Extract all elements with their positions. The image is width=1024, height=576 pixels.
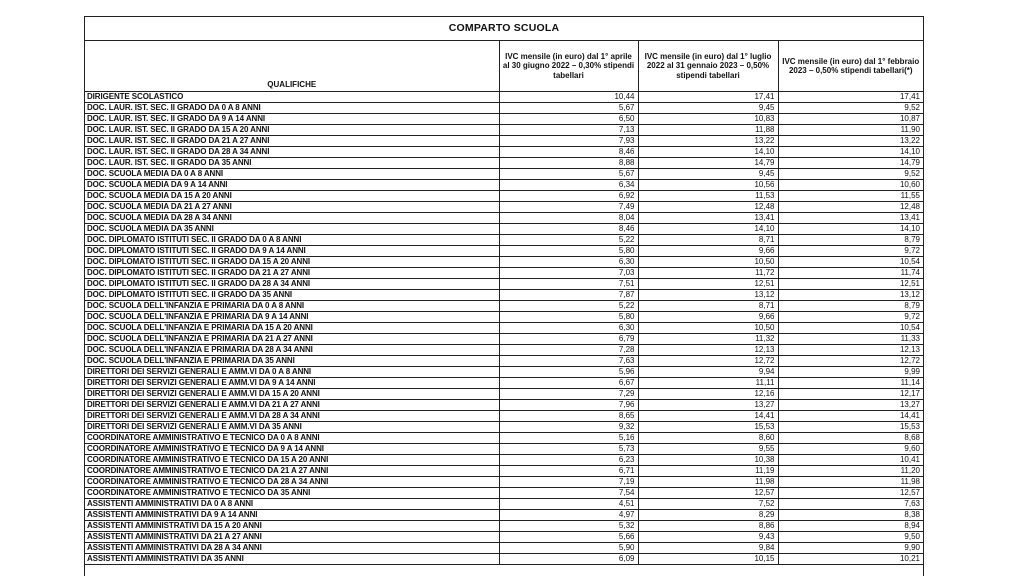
ivc-value-cell: 10,41 bbox=[778, 455, 923, 466]
ivc-value-cell: 7,19 bbox=[499, 477, 638, 488]
qualifica-cell: DOC. LAUR. IST. SEC. II GRADO DA 28 A 34 ANNI bbox=[85, 147, 499, 158]
ivc-value-cell: 13,27 bbox=[638, 400, 778, 411]
ivc-value-cell: 10,54 bbox=[778, 257, 923, 268]
qualifica-cell: DOC. DIPLOMATO ISTITUTI SEC. II GRADO DA 9 A 14 ANNI bbox=[85, 246, 499, 257]
ivc-value-cell: 8,60 bbox=[638, 433, 778, 444]
table-row bbox=[85, 345, 923, 356]
ivc-value-cell: 8,88 bbox=[499, 158, 638, 169]
qualifica-cell: DOC. DIPLOMATO ISTITUTI SEC. II GRADO DA 15 A 20 ANNI bbox=[85, 257, 499, 268]
ivc-value-cell: 8,46 bbox=[499, 224, 638, 235]
table-row bbox=[85, 125, 923, 136]
table-row bbox=[85, 136, 923, 147]
ivc-value-cell: 5,66 bbox=[499, 532, 638, 543]
qualifica-cell: COORDINATORE AMMINISTRATIVO E TECNICO DA 0 A 8 ANNI bbox=[85, 433, 499, 444]
ivc-value-cell: 8,94 bbox=[778, 521, 923, 532]
qualifica-cell: DIRETTORI DEI SERVIZI GENERALI E AMM.VI DA 0 A 8 ANNI bbox=[85, 367, 499, 378]
ivc-value-cell: 11,90 bbox=[778, 125, 923, 136]
qualifica-cell: ASSISTENTI AMMINISTRATIVI DA 9 A 14 ANNI bbox=[85, 510, 499, 521]
ivc-value-cell: 10,87 bbox=[778, 114, 923, 125]
qualifica-cell: DOC. LAUR. IST. SEC. II GRADO DA 0 A 8 ANNI bbox=[85, 103, 499, 114]
ivc-value-cell: 9,90 bbox=[778, 543, 923, 554]
ivc-value-cell: 14,10 bbox=[638, 224, 778, 235]
ivc-value-cell: 10,54 bbox=[778, 323, 923, 334]
ivc-value-cell: 8,38 bbox=[778, 510, 923, 521]
ivc-value-cell: 6,23 bbox=[499, 455, 638, 466]
qualifica-cell: DOC. SCUOLA MEDIA DA 0 A 8 ANNI bbox=[85, 169, 499, 180]
qualifica-cell: DOC. SCUOLA MEDIA DA 21 A 27 ANNI bbox=[85, 202, 499, 213]
ivc-value-cell: 11,98 bbox=[778, 477, 923, 488]
ivc-value-cell: 5,80 bbox=[499, 246, 638, 257]
ivc-value-cell: 11,53 bbox=[638, 191, 778, 202]
ivc-value-cell: 13,41 bbox=[638, 213, 778, 224]
ivc-value-cell: 8,65 bbox=[499, 411, 638, 422]
table-row bbox=[85, 488, 923, 499]
table-row bbox=[85, 477, 923, 488]
ivc-value-cell: 5,22 bbox=[499, 235, 638, 246]
ivc-value-cell: 7,63 bbox=[499, 356, 638, 367]
ivc-value-cell: 11,32 bbox=[638, 334, 778, 345]
qualifica-cell: DOC. DIPLOMATO ISTITUTI SEC. II GRADO DA 28 A 34 ANNI bbox=[85, 279, 499, 290]
qualifica-cell: ASSISTENTI AMMINISTRATIVI DA 0 A 8 ANNI bbox=[85, 499, 499, 510]
salary-table bbox=[85, 41, 923, 565]
qualifica-cell: COORDINATORE AMMINISTRATIVO E TECNICO DA 21 A 27 ANNI bbox=[85, 466, 499, 477]
ivc-value-cell: 5,90 bbox=[499, 543, 638, 554]
table-row bbox=[85, 433, 923, 444]
table-row bbox=[85, 235, 923, 246]
ivc-value-cell: 12,13 bbox=[638, 345, 778, 356]
qualifica-cell: DIRETTORI DEI SERVIZI GENERALI E AMM.VI DA 9 A 14 ANNI bbox=[85, 378, 499, 389]
qualifica-cell: COORDINATORE AMMINISTRATIVO E TECNICO DA 35 ANNI bbox=[85, 488, 499, 499]
qualifica-cell: DOC. LAUR. IST. SEC. II GRADO DA 35 ANNI bbox=[85, 158, 499, 169]
table-row bbox=[85, 466, 923, 477]
ivc-value-cell: 6,71 bbox=[499, 466, 638, 477]
column-header-ivc-feb-2023: IVC mensile (in euro) dal 1° febbraio 2023 – 0,50% stipendi tabellari(*) bbox=[778, 41, 923, 92]
table-title: COMPARTO SCUOLA bbox=[85, 17, 923, 41]
qualifica-cell: DOC. DIPLOMATO ISTITUTI SEC. II GRADO DA 35 ANNI bbox=[85, 290, 499, 301]
table-row bbox=[85, 510, 923, 521]
ivc-value-cell: 9,45 bbox=[638, 169, 778, 180]
ivc-value-cell: 10,60 bbox=[778, 180, 923, 191]
ivc-value-cell: 7,03 bbox=[499, 268, 638, 279]
ivc-value-cell: 8,68 bbox=[778, 433, 923, 444]
qualifica-cell: DOC. SCUOLA DELL'INFANZIA E PRIMARIA DA 21 A 27 ANNI bbox=[85, 334, 499, 345]
qualifica-cell: DIRETTORI DEI SERVIZI GENERALI E AMM.VI DA 28 A 34 ANNI bbox=[85, 411, 499, 422]
document-sheet bbox=[84, 16, 924, 576]
ivc-value-cell: 14,10 bbox=[778, 224, 923, 235]
ivc-value-cell: 6,34 bbox=[499, 180, 638, 191]
ivc-value-cell: 9,66 bbox=[638, 246, 778, 257]
ivc-value-cell: 6,09 bbox=[499, 554, 638, 565]
ivc-value-cell: 5,67 bbox=[499, 103, 638, 114]
table-row bbox=[85, 543, 923, 554]
table-row bbox=[85, 521, 923, 532]
qualifica-cell: DIRETTORI DEI SERVIZI GENERALI E AMM.VI DA 21 A 27 ANNI bbox=[85, 400, 499, 411]
table-row bbox=[85, 422, 923, 433]
ivc-value-cell: 9,60 bbox=[778, 444, 923, 455]
ivc-value-cell: 9,72 bbox=[778, 246, 923, 257]
ivc-value-cell: 11,55 bbox=[778, 191, 923, 202]
ivc-value-cell: 11,72 bbox=[638, 268, 778, 279]
ivc-value-cell: 11,19 bbox=[638, 466, 778, 477]
qualifica-cell: DIRIGENTE SCOLASTICO bbox=[85, 92, 499, 103]
qualifica-cell: COORDINATORE AMMINISTRATIVO E TECNICO DA 9 A 14 ANNI bbox=[85, 444, 499, 455]
table-row bbox=[85, 268, 923, 279]
qualifica-cell: COORDINATORE AMMINISTRATIVO E TECNICO DA 15 A 20 ANNI bbox=[85, 455, 499, 466]
ivc-value-cell: 9,32 bbox=[499, 422, 638, 433]
qualifica-cell: ASSISTENTI AMMINISTRATIVI DA 21 A 27 ANNI bbox=[85, 532, 499, 543]
ivc-value-cell: 6,79 bbox=[499, 334, 638, 345]
ivc-value-cell: 9,55 bbox=[638, 444, 778, 455]
table-row bbox=[85, 367, 923, 378]
ivc-value-cell: 5,96 bbox=[499, 367, 638, 378]
ivc-value-cell: 12,13 bbox=[778, 345, 923, 356]
table-row bbox=[85, 169, 923, 180]
ivc-value-cell: 9,52 bbox=[778, 103, 923, 114]
ivc-value-cell: 10,15 bbox=[638, 554, 778, 565]
ivc-value-cell: 14,79 bbox=[638, 158, 778, 169]
table-row bbox=[85, 411, 923, 422]
ivc-value-cell: 8,29 bbox=[638, 510, 778, 521]
ivc-value-cell: 9,52 bbox=[778, 169, 923, 180]
table-row bbox=[85, 301, 923, 312]
qualifica-cell: DOC. LAUR. IST. SEC. II GRADO DA 9 A 14 ANNI bbox=[85, 114, 499, 125]
ivc-value-cell: 11,20 bbox=[778, 466, 923, 477]
ivc-value-cell: 12,57 bbox=[778, 488, 923, 499]
table-row bbox=[85, 224, 923, 235]
ivc-value-cell: 11,11 bbox=[638, 378, 778, 389]
ivc-value-cell: 13,27 bbox=[778, 400, 923, 411]
ivc-value-cell: 14,10 bbox=[778, 147, 923, 158]
ivc-value-cell: 8,46 bbox=[499, 147, 638, 158]
table-row bbox=[85, 147, 923, 158]
ivc-value-cell: 10,21 bbox=[778, 554, 923, 565]
table-row bbox=[85, 191, 923, 202]
ivc-value-cell: 5,22 bbox=[499, 301, 638, 312]
table-row bbox=[85, 455, 923, 466]
ivc-value-cell: 9,43 bbox=[638, 532, 778, 543]
table-row bbox=[85, 356, 923, 367]
table-row bbox=[85, 378, 923, 389]
qualifica-cell: ASSISTENTI AMMINISTRATIVI DA 28 A 34 ANNI bbox=[85, 543, 499, 554]
ivc-value-cell: 9,66 bbox=[638, 312, 778, 323]
table-row bbox=[85, 180, 923, 191]
ivc-value-cell: 7,87 bbox=[499, 290, 638, 301]
qualifica-cell: DOC. LAUR. IST. SEC. II GRADO DA 15 A 20 ANNI bbox=[85, 125, 499, 136]
ivc-value-cell: 14,79 bbox=[778, 158, 923, 169]
ivc-value-cell: 6,67 bbox=[499, 378, 638, 389]
ivc-value-cell: 6,50 bbox=[499, 114, 638, 125]
qualifica-cell: DOC. SCUOLA DELL'INFANZIA E PRIMARIA DA 28 A 34 ANNI bbox=[85, 345, 499, 356]
ivc-value-cell: 14,41 bbox=[778, 411, 923, 422]
table-row bbox=[85, 158, 923, 169]
table-row bbox=[85, 290, 923, 301]
ivc-value-cell: 8,86 bbox=[638, 521, 778, 532]
ivc-value-cell: 5,80 bbox=[499, 312, 638, 323]
ivc-value-cell: 7,49 bbox=[499, 202, 638, 213]
ivc-value-cell: 12,57 bbox=[638, 488, 778, 499]
ivc-value-cell: 5,32 bbox=[499, 521, 638, 532]
ivc-value-cell: 9,84 bbox=[638, 543, 778, 554]
table-row bbox=[85, 554, 923, 565]
ivc-value-cell: 10,83 bbox=[638, 114, 778, 125]
ivc-value-cell: 13,22 bbox=[638, 136, 778, 147]
table-row bbox=[85, 257, 923, 268]
table-row bbox=[85, 202, 923, 213]
ivc-value-cell: 7,52 bbox=[638, 499, 778, 510]
header-row bbox=[85, 41, 923, 92]
ivc-value-cell: 13,12 bbox=[638, 290, 778, 301]
ivc-value-cell: 8,71 bbox=[638, 235, 778, 246]
ivc-value-cell: 7,63 bbox=[778, 499, 923, 510]
ivc-value-cell: 12,72 bbox=[778, 356, 923, 367]
ivc-value-cell: 13,41 bbox=[778, 213, 923, 224]
ivc-value-cell: 15,53 bbox=[638, 422, 778, 433]
ivc-value-cell: 4,51 bbox=[499, 499, 638, 510]
ivc-value-cell: 7,29 bbox=[499, 389, 638, 400]
ivc-value-cell: 13,12 bbox=[778, 290, 923, 301]
ivc-value-cell: 9,94 bbox=[638, 367, 778, 378]
qualifica-cell: DOC. SCUOLA DELL'INFANZIA E PRIMARIA DA 35 ANNI bbox=[85, 356, 499, 367]
table-row bbox=[85, 499, 923, 510]
qualifica-cell: ASSISTENTI AMMINISTRATIVI DA 35 ANNI bbox=[85, 554, 499, 565]
table-row bbox=[85, 334, 923, 345]
qualifica-cell: DOC. SCUOLA MEDIA DA 28 A 34 ANNI bbox=[85, 213, 499, 224]
ivc-value-cell: 7,54 bbox=[499, 488, 638, 499]
ivc-value-cell: 7,93 bbox=[499, 136, 638, 147]
ivc-value-cell: 5,73 bbox=[499, 444, 638, 455]
ivc-value-cell: 7,28 bbox=[499, 345, 638, 356]
ivc-value-cell: 14,10 bbox=[638, 147, 778, 158]
qualifica-cell: DOC. SCUOLA MEDIA DA 35 ANNI bbox=[85, 224, 499, 235]
ivc-value-cell: 8,71 bbox=[638, 301, 778, 312]
qualifica-cell: ASSISTENTI AMMINISTRATIVI DA 15 A 20 ANNI bbox=[85, 521, 499, 532]
ivc-value-cell: 4,97 bbox=[499, 510, 638, 521]
ivc-value-cell: 12,48 bbox=[778, 202, 923, 213]
ivc-value-cell: 9,99 bbox=[778, 367, 923, 378]
qualifica-cell: DIRETTORI DEI SERVIZI GENERALI E AMM.VI DA 35 ANNI bbox=[85, 422, 499, 433]
ivc-value-cell: 9,45 bbox=[638, 103, 778, 114]
table-row bbox=[85, 323, 923, 334]
ivc-value-cell: 10,38 bbox=[638, 455, 778, 466]
table-row bbox=[85, 389, 923, 400]
ivc-value-cell: 12,17 bbox=[778, 389, 923, 400]
table-row bbox=[85, 92, 923, 103]
table-row bbox=[85, 103, 923, 114]
ivc-value-cell: 6,30 bbox=[499, 323, 638, 334]
ivc-value-cell: 11,14 bbox=[778, 378, 923, 389]
ivc-value-cell: 6,30 bbox=[499, 257, 638, 268]
qualifica-cell: DOC. SCUOLA DELL'INFANZIA E PRIMARIA DA 15 A 20 ANNI bbox=[85, 323, 499, 334]
table-row bbox=[85, 532, 923, 543]
ivc-value-cell: 15,53 bbox=[778, 422, 923, 433]
ivc-value-cell: 8,04 bbox=[499, 213, 638, 224]
qualifica-cell: DOC. SCUOLA MEDIA DA 15 A 20 ANNI bbox=[85, 191, 499, 202]
ivc-value-cell: 7,51 bbox=[499, 279, 638, 290]
ivc-value-cell: 10,56 bbox=[638, 180, 778, 191]
qualifica-cell: DIRETTORI DEI SERVIZI GENERALI E AMM.VI DA 15 A 20 ANNI bbox=[85, 389, 499, 400]
table-row bbox=[85, 444, 923, 455]
table-row bbox=[85, 279, 923, 290]
ivc-value-cell: 9,72 bbox=[778, 312, 923, 323]
table-row bbox=[85, 114, 923, 125]
table-row bbox=[85, 246, 923, 257]
ivc-value-cell: 5,16 bbox=[499, 433, 638, 444]
ivc-value-cell: 11,88 bbox=[638, 125, 778, 136]
qualifica-cell: DOC. SCUOLA MEDIA DA 9 A 14 ANNI bbox=[85, 180, 499, 191]
ivc-value-cell: 12,51 bbox=[638, 279, 778, 290]
qualifica-cell: DOC. DIPLOMATO ISTITUTI SEC. II GRADO DA 0 A 8 ANNI bbox=[85, 235, 499, 246]
ivc-value-cell: 17,41 bbox=[778, 92, 923, 103]
ivc-value-cell: 10,50 bbox=[638, 323, 778, 334]
column-header-qualifiche: QUALIFICHE bbox=[85, 41, 499, 92]
qualifica-cell: DOC. DIPLOMATO ISTITUTI SEC. II GRADO DA 21 A 27 ANNI bbox=[85, 268, 499, 279]
ivc-value-cell: 7,13 bbox=[499, 125, 638, 136]
ivc-value-cell: 8,79 bbox=[778, 301, 923, 312]
ivc-value-cell: 10,50 bbox=[638, 257, 778, 268]
ivc-value-cell: 13,22 bbox=[778, 136, 923, 147]
ivc-value-cell: 11,74 bbox=[778, 268, 923, 279]
ivc-value-cell: 9,50 bbox=[778, 532, 923, 543]
qualifica-cell: DOC. SCUOLA DELL'INFANZIA E PRIMARIA DA 0 A 8 ANNI bbox=[85, 301, 499, 312]
ivc-value-cell: 8,79 bbox=[778, 235, 923, 246]
ivc-value-cell: 7,96 bbox=[499, 400, 638, 411]
table-row bbox=[85, 213, 923, 224]
qualifica-cell: DOC. SCUOLA DELL'INFANZIA E PRIMARIA DA 9 A 14 ANNI bbox=[85, 312, 499, 323]
ivc-value-cell: 10,44 bbox=[499, 92, 638, 103]
qualifica-cell: COORDINATORE AMMINISTRATIVO E TECNICO DA 28 A 34 ANNI bbox=[85, 477, 499, 488]
ivc-value-cell: 14,41 bbox=[638, 411, 778, 422]
ivc-value-cell: 12,16 bbox=[638, 389, 778, 400]
ivc-value-cell: 6,92 bbox=[499, 191, 638, 202]
column-header-ivc-apr-jun-2022: IVC mensile (in euro) dal 1° aprile al 30 giugno 2022 – 0,30% stipendi tabellari bbox=[499, 41, 638, 92]
ivc-value-cell: 12,48 bbox=[638, 202, 778, 213]
ivc-value-cell: 12,51 bbox=[778, 279, 923, 290]
qualifica-cell: DOC. LAUR. IST. SEC. II GRADO DA 21 A 27 ANNI bbox=[85, 136, 499, 147]
ivc-value-cell: 11,98 bbox=[638, 477, 778, 488]
ivc-value-cell: 17,41 bbox=[638, 92, 778, 103]
ivc-value-cell: 11,33 bbox=[778, 334, 923, 345]
table-row bbox=[85, 400, 923, 411]
ivc-value-cell: 5,67 bbox=[499, 169, 638, 180]
table-row bbox=[85, 312, 923, 323]
ivc-value-cell: 12,72 bbox=[638, 356, 778, 367]
column-header-ivc-jul-2022-jan-2023: IVC mensile (in euro) dal 1° luglio 2022 al 31 gennaio 2023 – 0,50% stipendi tabellari bbox=[638, 41, 778, 92]
